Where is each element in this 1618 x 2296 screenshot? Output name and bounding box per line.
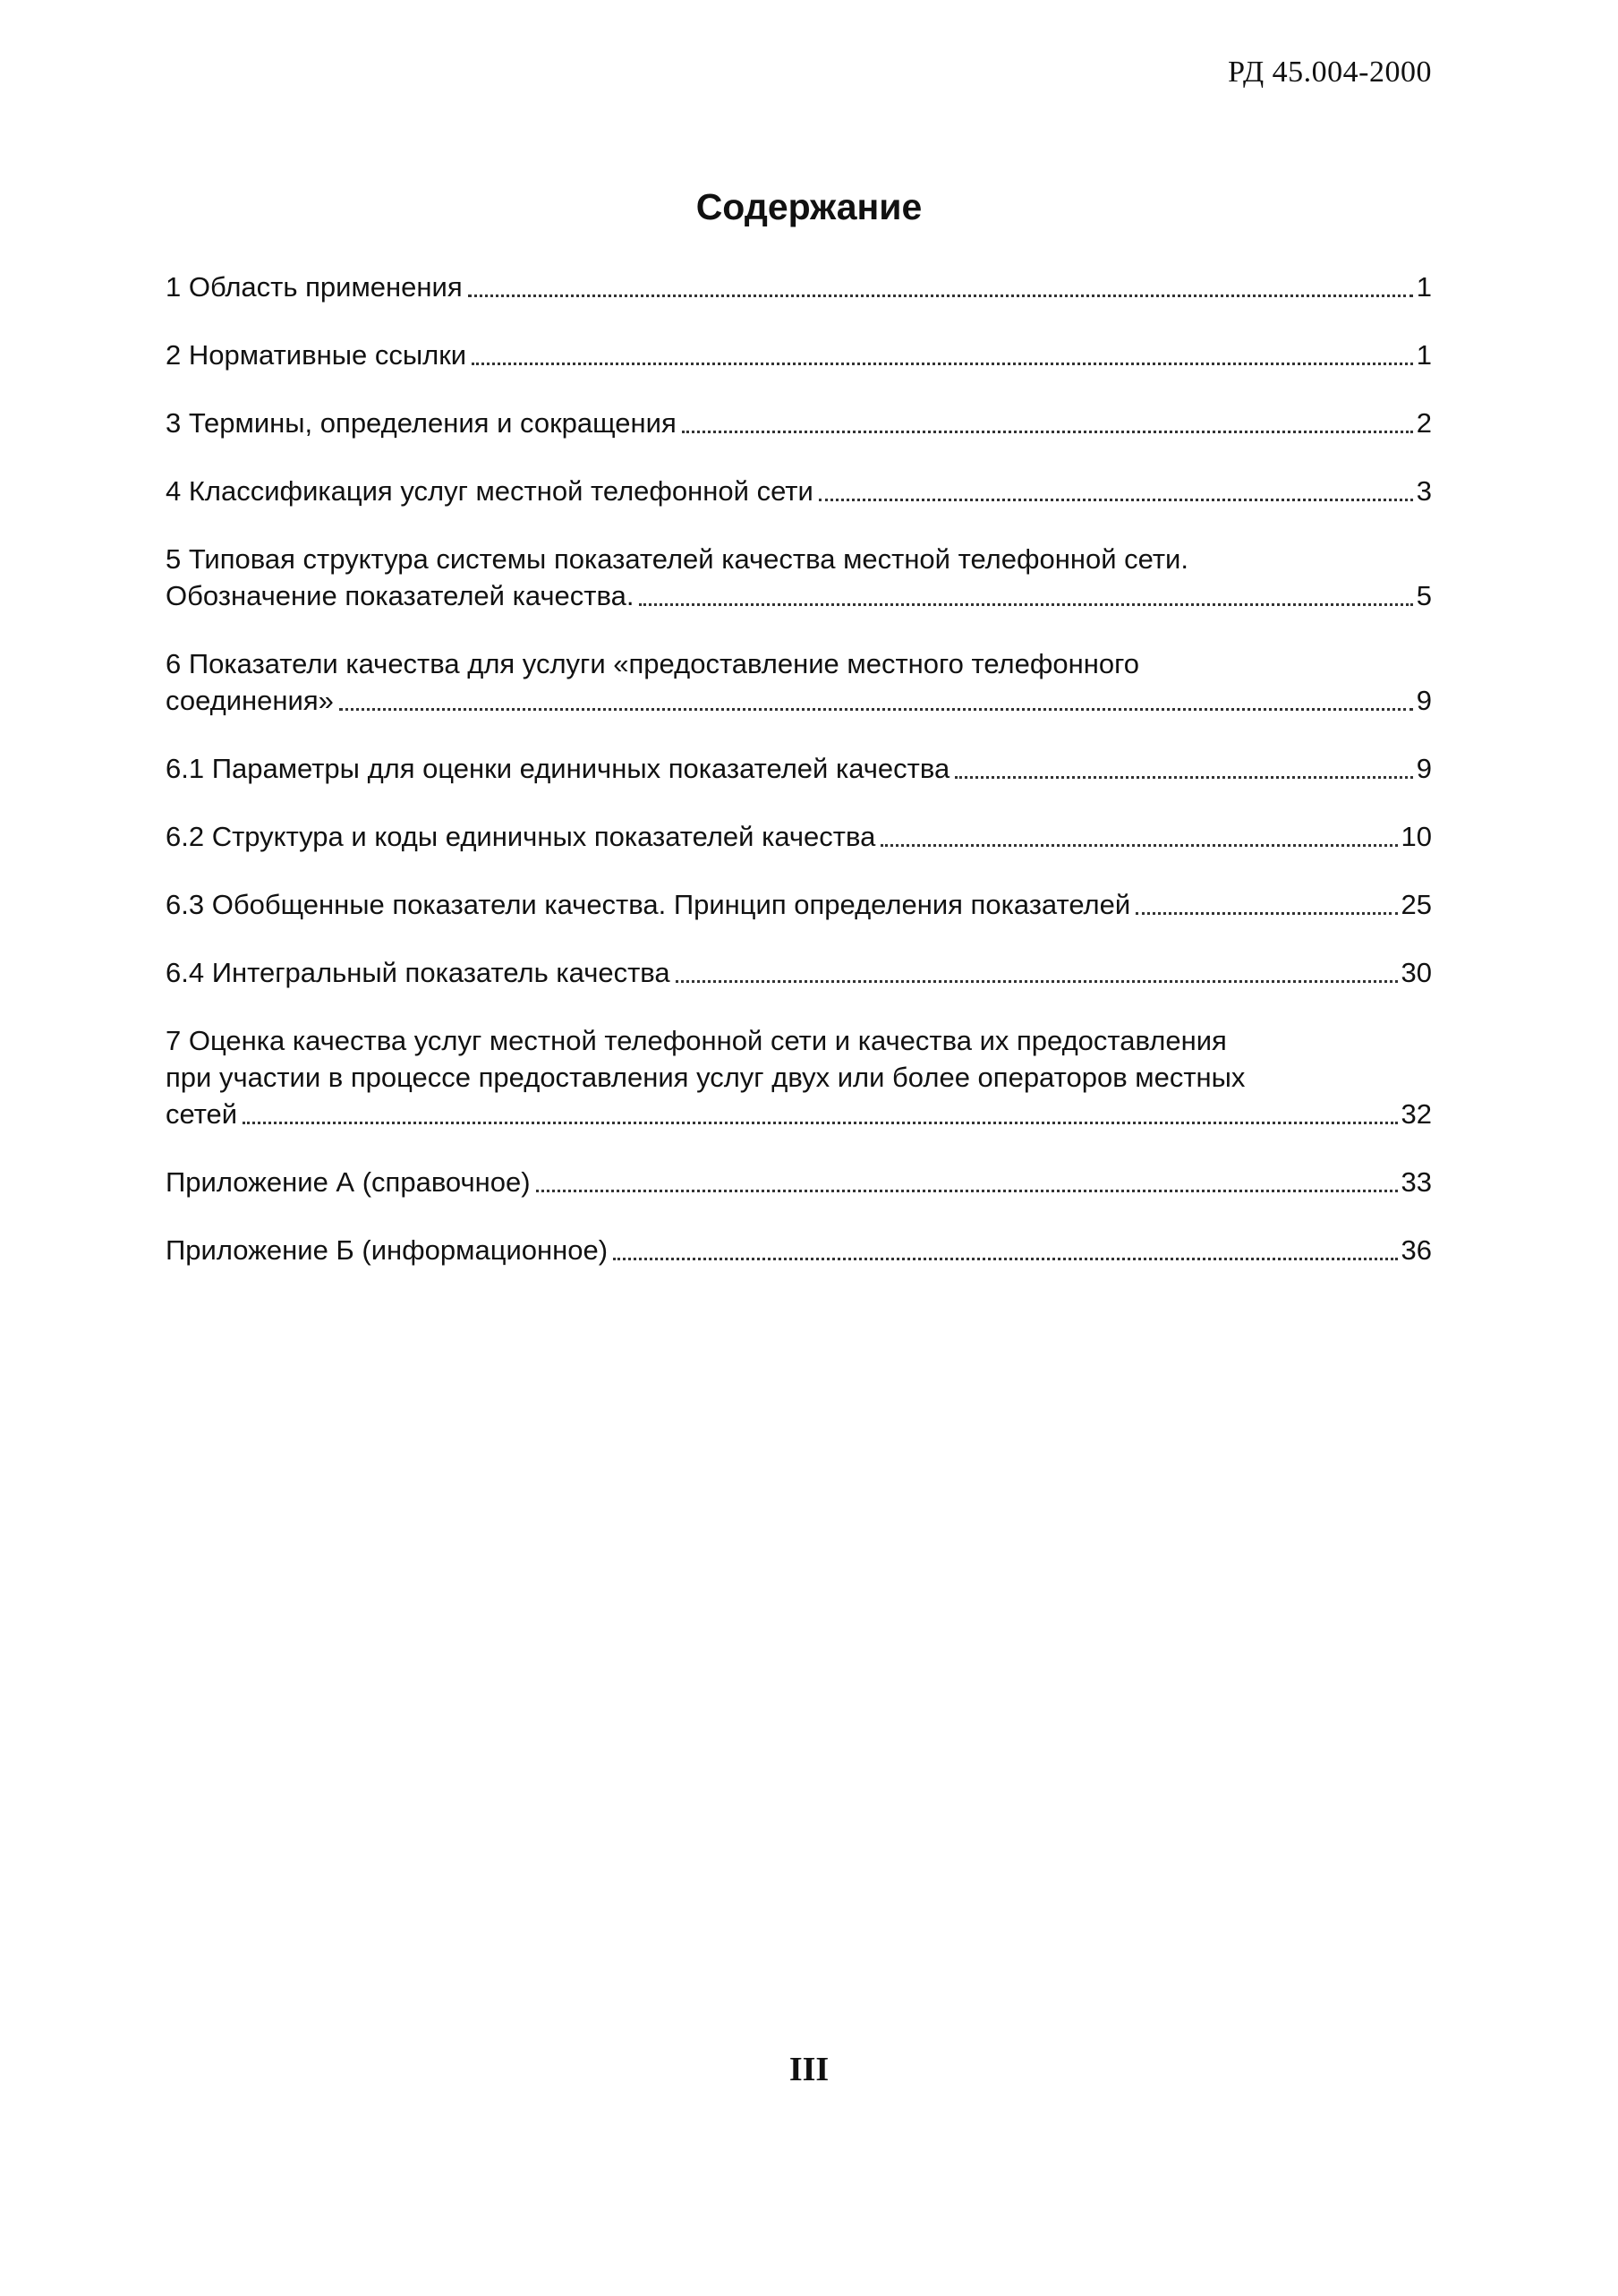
toc-entry-label: Приложение Б (информационное) [166,1234,609,1266]
toc-entry-page: 25 [1401,889,1432,920]
toc-entry-page: 30 [1401,957,1432,988]
toc-entry-page: 33 [1401,1166,1432,1198]
toc-entry-page: 2 [1416,407,1432,439]
toc-entry-page: 3 [1416,475,1432,507]
toc-entry-6-1[interactable] [166,750,1432,787]
toc-entry-label: 1 Область применения [166,271,463,303]
toc-entry-page: 9 [1416,753,1432,784]
toc-entry-6[interactable] [166,645,1432,719]
toc-entry-label: 4 Классификация услуг местной телефонной сети [166,475,813,507]
toc-entry-2[interactable] [166,337,1432,373]
toc-entry-6-4[interactable] [166,954,1432,991]
toc-title: Содержание [695,186,923,227]
toc-entry-label: 6.3 Обобщенные показатели качества. Принцип определения показателей [166,889,1131,920]
toc-entry-label-line: сетей [166,1098,238,1130]
toc-entry-page: 32 [1401,1098,1432,1130]
dot-leader [819,499,1413,501]
toc-entry-page: 36 [1401,1234,1432,1266]
toc-entry-label: 6.4 Интегральный показатель качества [166,957,670,988]
toc-entry-7[interactable] [166,1022,1432,1132]
toc-entry-page: 1 [1416,271,1432,303]
toc-entry-5[interactable] [166,541,1432,614]
dot-leader [243,1122,1397,1124]
dot-leader [676,980,1398,983]
dot-leader [536,1190,1398,1192]
toc-entry-appendix-b[interactable] [166,1232,1432,1268]
toc-entry-label: 3 Термины, определения и сокращения [166,407,677,439]
dot-leader [955,776,1413,779]
page-folio: III [788,2051,830,2088]
toc-entry-label: 6.2 Структура и коды единичных показателей качества [166,821,876,852]
dot-leader [881,844,1397,847]
toc-entry-4[interactable] [166,473,1432,509]
toc-entry-label-line: соединения» [166,685,334,716]
toc-entry-page: 9 [1416,685,1432,716]
toc-entry-page: 10 [1401,821,1432,852]
toc-entry-page: 5 [1416,580,1432,611]
toc-entry-label-line: при участии в процессе предоставления услуг двух или более операторов местных [166,1062,1246,1093]
dot-leader [613,1258,1397,1260]
toc-entry-6-2[interactable] [166,818,1432,855]
toc-entry-label-line: 6 Показатели качества для услуги «предоставление местного телефонного [166,648,1139,679]
dot-leader [472,363,1413,365]
dot-leader [468,294,1413,297]
dot-leader [339,708,1413,711]
toc-entry-appendix-a[interactable] [166,1164,1432,1200]
toc-entry-3[interactable] [166,405,1432,441]
toc-entry-1[interactable] [166,269,1432,305]
toc-entry-label: Приложение А (справочное) [166,1166,531,1198]
toc-entry-page: 1 [1416,339,1432,371]
dot-leader [682,431,1413,433]
toc-entry-label: 2 Нормативные ссылки [166,339,467,371]
toc-entry-label-line: 5 Типовая структура системы показателей качества местной телефонной сети. [166,543,1188,575]
toc-entry-6-3[interactable] [166,886,1432,923]
toc-entry-label: 6.1 Параметры для оценки единичных показателей качества [166,753,950,784]
table-of-contents [166,269,1432,1300]
toc-entry-label-line: 7 Оценка качества услуг местной телефонной сети и качества их предоставления [166,1025,1227,1056]
dot-leader [639,603,1412,606]
dot-leader [1136,912,1397,915]
toc-entry-label-line: Обозначение показателей качества. [166,580,634,611]
document-code: РД 45.004-2000 [1228,55,1432,89]
